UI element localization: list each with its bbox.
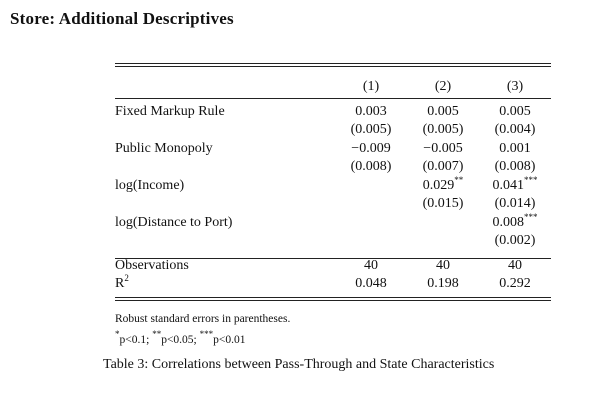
statistic-row <box>115 275 551 294</box>
standard-error-cell: (0.008) <box>350 159 392 174</box>
standard-error-cell: (0.015) <box>422 196 464 211</box>
column-header: (2) <box>434 79 452 94</box>
notes-significance <box>115 330 290 351</box>
variable-label: log(Distance to Port) <box>115 214 233 230</box>
significance-threshold: p<0.1; <box>119 334 150 346</box>
coefficient-cell <box>407 103 479 122</box>
coefficient-value: 0.003 <box>355 103 387 119</box>
se-label-blank <box>115 232 335 251</box>
standard-error-cell: (0.014) <box>494 196 536 211</box>
statistic-label-text: R <box>115 276 125 291</box>
statistic-label-sup: 2 <box>124 273 129 283</box>
standard-error-cell: (0.005) <box>422 122 464 137</box>
top-rule-double <box>115 66 551 67</box>
table-caption: Table 3: Correlations between Pass-Through and State Characteristics <box>103 357 495 372</box>
coefficient-row <box>115 214 551 233</box>
statistic-value: 0.198 <box>427 276 459 291</box>
significance-stars: *** <box>524 211 538 222</box>
coefficient-cell <box>335 103 407 122</box>
coefficient-value: 0.029 <box>422 177 455 193</box>
statistic-value: 40 <box>436 257 450 273</box>
coefficient-cell <box>407 174 479 196</box>
coefficient-cell <box>335 214 407 233</box>
standard-error-cell <box>407 232 479 251</box>
coefficient-cell <box>335 177 407 196</box>
coefficient-cell <box>479 103 551 122</box>
section-heading: Store: Additional Descriptives <box>10 9 234 28</box>
variable-label: Public Monopoly <box>115 140 213 156</box>
statistic-label-text: Observations <box>115 257 189 273</box>
coefficient-cell <box>479 174 551 196</box>
coefficient-cell <box>479 140 551 159</box>
coefficient-value: 0.005 <box>499 103 531 119</box>
coefficient-cell <box>479 211 551 233</box>
standard-error-cell: (0.002) <box>494 233 536 248</box>
notes-robust-se: Robust standard errors in parentheses. <box>115 313 291 325</box>
coefficient-row <box>115 103 551 122</box>
significance-threshold: p<0.05; <box>161 334 197 346</box>
standard-error-cell <box>335 232 407 251</box>
coefficient-value: −0.009 <box>351 140 391 156</box>
coefficient-cell <box>407 140 479 159</box>
statistic-value: 0.292 <box>499 276 531 291</box>
coefficient-cell <box>335 140 407 159</box>
standard-error-cell: (0.004) <box>494 122 536 137</box>
column-header: (3) <box>506 79 524 94</box>
bottom-rule-double <box>115 300 551 301</box>
standard-error-cell: (0.005) <box>350 122 392 137</box>
significance-stars: ** <box>152 329 162 339</box>
column-header: (1) <box>362 79 380 94</box>
standard-error-row <box>115 121 551 140</box>
coefficient-value: 0.001 <box>499 140 531 156</box>
se-label-blank <box>115 195 335 214</box>
standard-error-row <box>115 195 551 214</box>
significance-stars: *** <box>524 174 538 185</box>
statistic-value: 40 <box>508 257 522 273</box>
statistic-value: 40 <box>364 257 378 273</box>
coefficient-row <box>115 140 551 159</box>
statistic-label <box>115 275 335 294</box>
se-label-blank <box>115 121 335 140</box>
statistic-value: 0.048 <box>355 276 387 291</box>
bottom-rule <box>115 297 551 298</box>
variable-label: Fixed Markup Rule <box>115 103 225 119</box>
significance-stars: * <box>115 329 120 339</box>
coefficient-cell <box>407 214 479 233</box>
column-header-row <box>115 78 551 97</box>
variable-label: log(Income) <box>115 177 185 193</box>
top-rule <box>115 63 551 64</box>
statistic-row <box>115 257 551 276</box>
significance-threshold: p<0.01 <box>213 334 246 346</box>
standard-error-row <box>115 232 551 251</box>
coefficient-table <box>115 78 551 294</box>
se-label-blank <box>115 158 335 177</box>
coefficient-row <box>115 177 551 196</box>
coefficient-value: 0.005 <box>427 103 459 119</box>
significance-stars: *** <box>199 329 214 339</box>
header-blank <box>115 78 335 97</box>
coefficient-value: 0.008 <box>492 214 524 230</box>
standard-error-cell <box>335 195 407 214</box>
significance-stars: ** <box>454 174 464 185</box>
coefficient-value: −0.005 <box>423 140 463 156</box>
standard-error-row <box>115 158 551 177</box>
statistic-label <box>115 257 335 276</box>
coefficient-value: 0.041 <box>492 177 524 193</box>
table-notes <box>115 309 290 351</box>
standard-error-cell: (0.007) <box>422 159 464 174</box>
standard-error-cell: (0.008) <box>494 159 536 174</box>
